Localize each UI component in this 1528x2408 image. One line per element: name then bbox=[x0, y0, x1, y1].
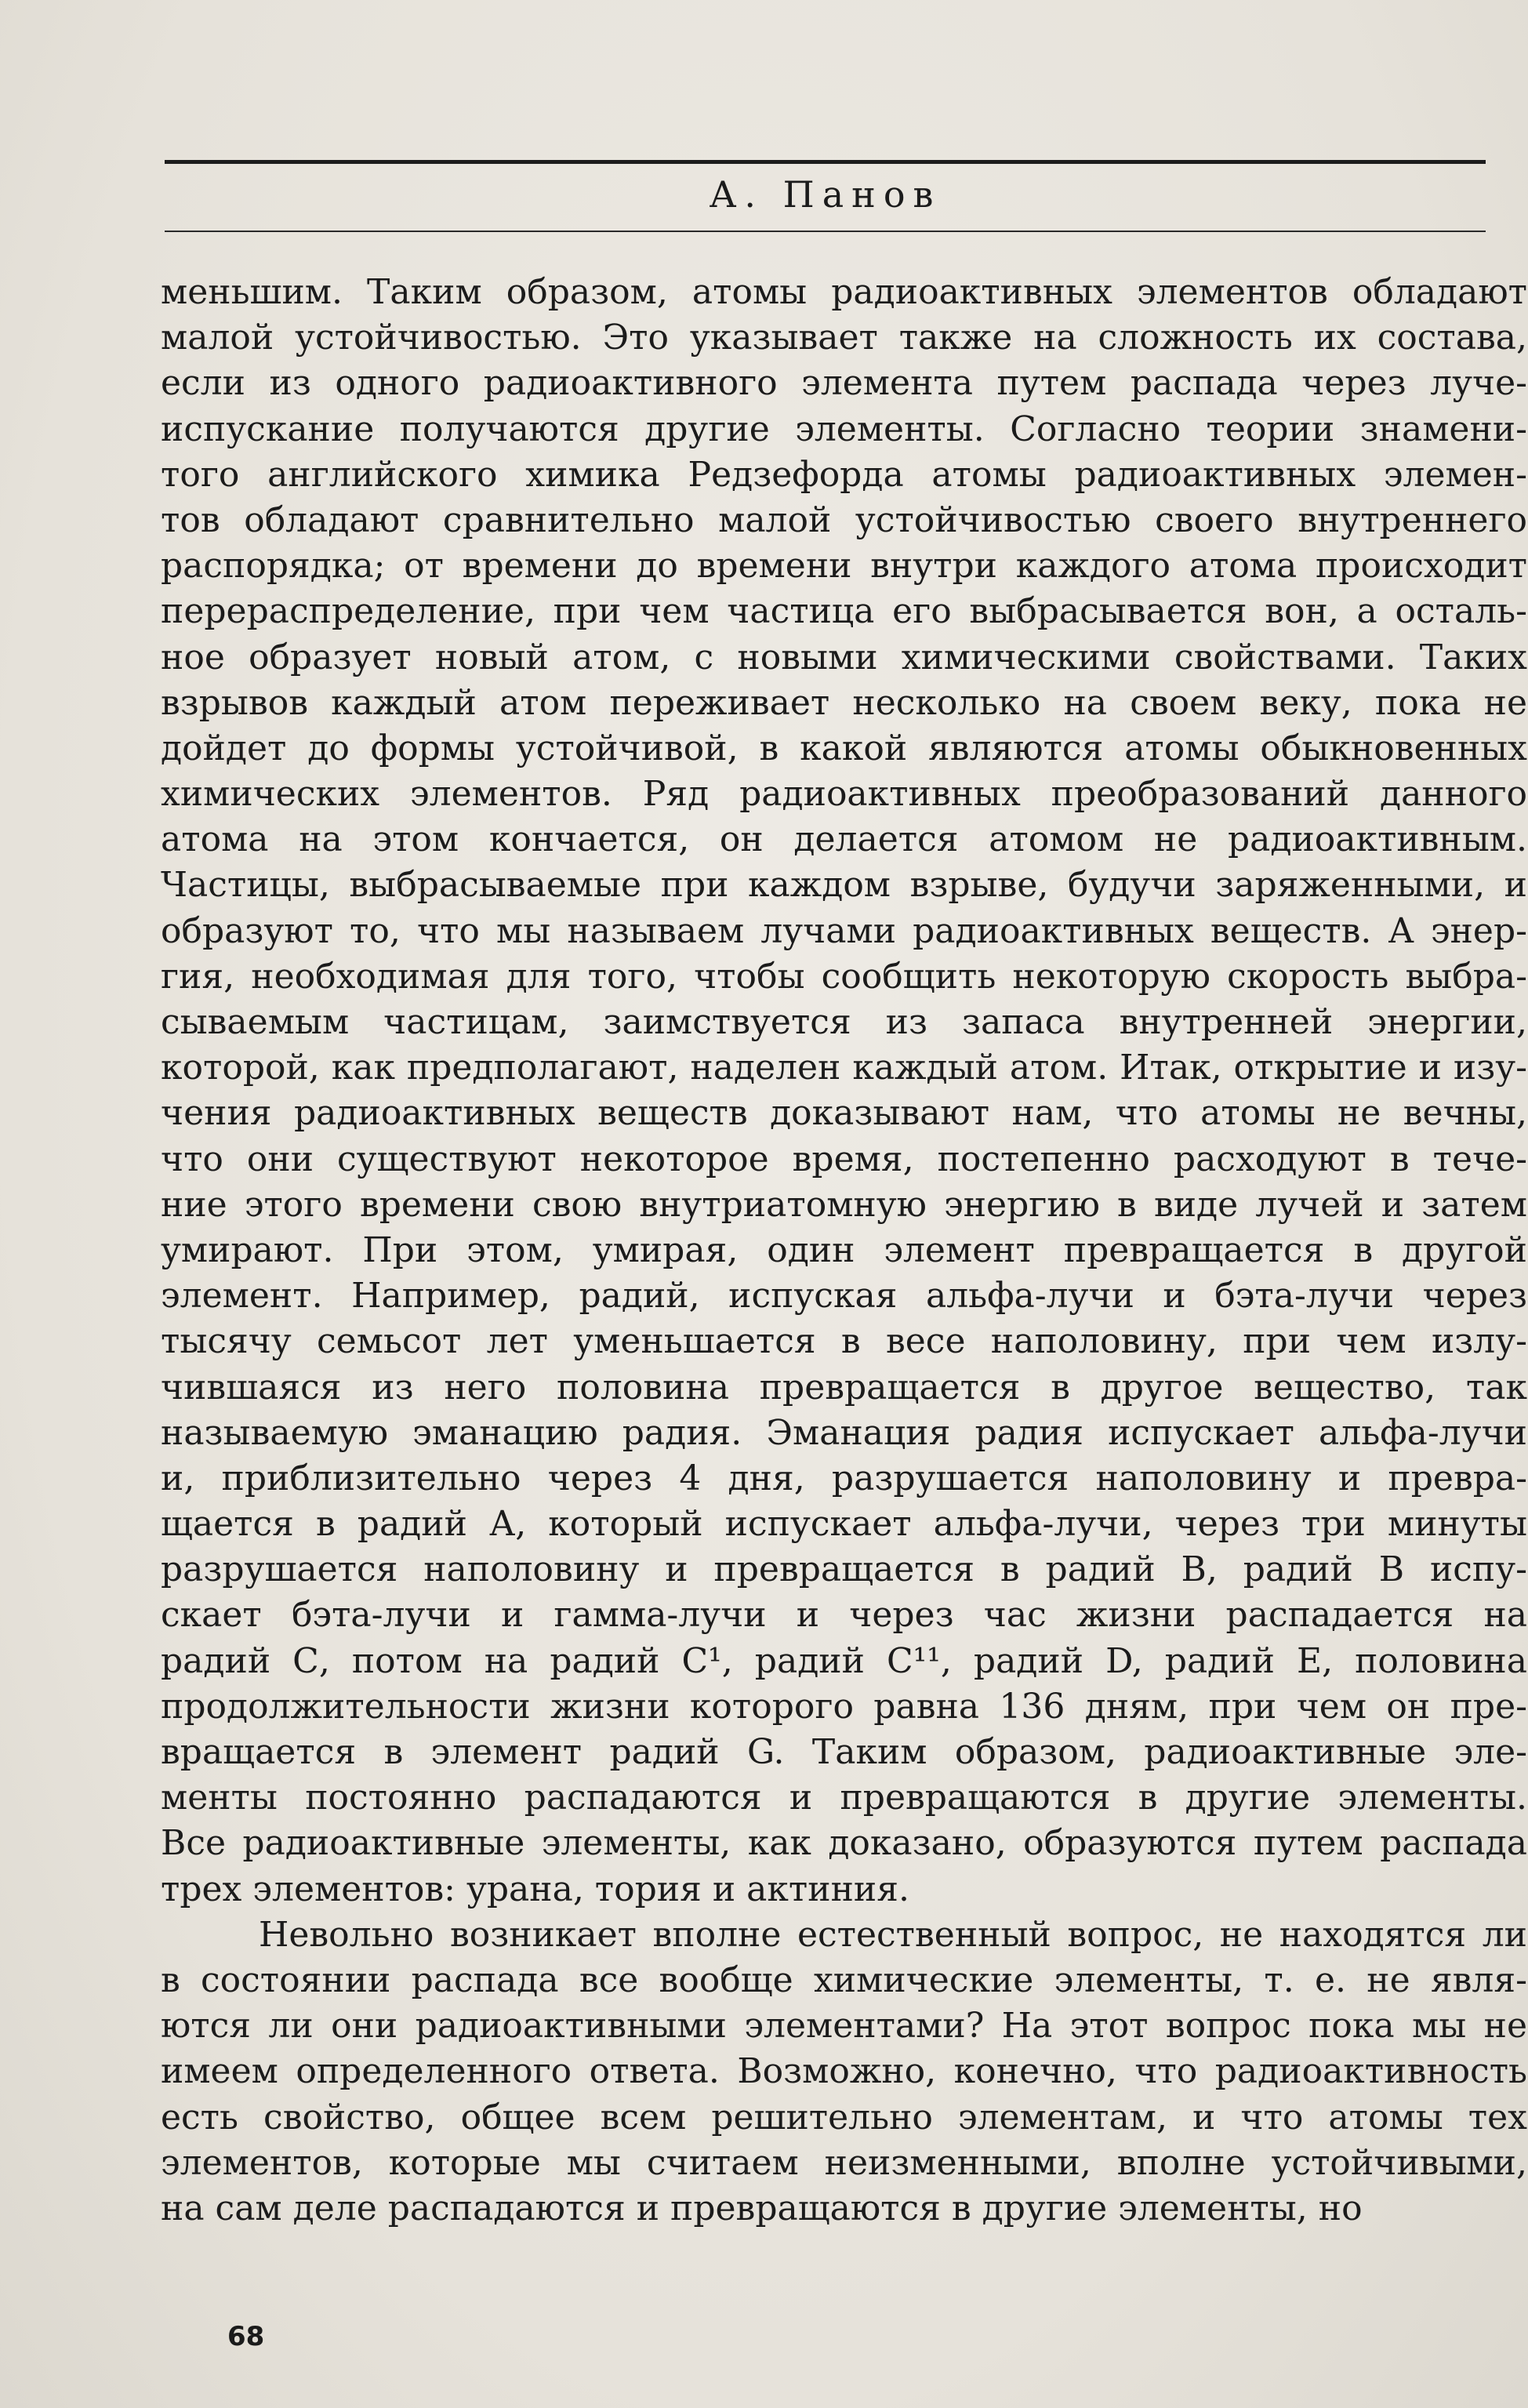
text-line: дойдет до формы устойчивой, в какой являются атомы обыкновенных bbox=[161, 728, 1527, 768]
text-line: ное образует новый атом, с новыми химическими свойствами. Таких bbox=[161, 637, 1527, 677]
text-line: образуют то, что мы называем лучами радиоактивных веществ. А энер- bbox=[161, 910, 1527, 951]
text-line: менты постоянно распадаются и превращаются в другие элементы. bbox=[161, 1778, 1527, 1818]
text-line: в состоянии распада все вообще химические элементы, т. е. не явля- bbox=[161, 1959, 1527, 2000]
text-line: элемент. Например, радий, испуская альфа-лучи и бэта-лучи через bbox=[161, 1276, 1527, 1317]
header-rule-bottom bbox=[165, 231, 1486, 232]
text-line: имеем определенного ответа. Возможно, конечно, что радиоактивность bbox=[161, 2051, 1527, 2092]
text-line: есть свойство, общее всем решительно элементам, и что атомы тех bbox=[161, 2097, 1527, 2137]
text-line: Частицы, выбрасываемые при каждом взрыве, будучи заряженными, и bbox=[161, 865, 1527, 906]
text-line: чившаяся из него половина превращается в другое вещество, так bbox=[161, 1367, 1527, 1407]
running-head-author: А. Панов bbox=[709, 173, 942, 216]
text-line: атома на этом кончается, он делается атомом не радиоактивным. bbox=[161, 819, 1527, 860]
text-line: химических элементов. Ряд радиоактивных преобразований данного bbox=[161, 774, 1527, 815]
text-line: радий С, потом на радий С¹, радий С¹¹, радий D, радий E, половина bbox=[161, 1640, 1527, 1681]
text-line: гия, необходимая для того, чтобы сообщить некоторую скорость выбра- bbox=[161, 956, 1527, 997]
text-line: вращается в элемент радий G. Таким образом, радиоактивные эле- bbox=[161, 1732, 1527, 1772]
text-line: что они существуют некоторое время, постепенно расходуют в тече- bbox=[161, 1139, 1527, 1179]
text-line: которой, как предполагают, наделен каждый атом. Итак, открытие и изу- bbox=[161, 1048, 1527, 1088]
paragraph-2 bbox=[161, 1912, 1527, 2232]
text-line: тысячу семьсот лет уменьшается в весе наполовину, при чем излу- bbox=[161, 1321, 1527, 1362]
text-line: и, приблизительно через 4 дня, разрушается наполовину и превра- bbox=[161, 1458, 1527, 1498]
page-number: 68 bbox=[227, 2321, 265, 2352]
text-line: Все радиоактивные элементы, как доказано, образуются путем распада bbox=[161, 1823, 1527, 1864]
text-line: умирают. При этом, умирая, один элемент превращается в другой bbox=[161, 1229, 1527, 1270]
text-line: перераспределение, при чем частица его выбрасывается вон, а осталь- bbox=[161, 591, 1527, 632]
text-line: ются ли они радиоактивными элементами? На этот вопрос пока мы не bbox=[161, 2006, 1527, 2047]
text-line: Невольно возникает вполне естественный вопрос, не находятся ли bbox=[259, 1914, 1527, 1955]
text-line: сываемым частицам, заимствуется из запаса внутренней энергии, bbox=[161, 1002, 1527, 1042]
text-line: тов обладают сравнительно малой устойчивостью своего внутреннего bbox=[161, 499, 1527, 540]
text-line: продолжительности жизни которого равна 136 дням, при чем он пре- bbox=[161, 1686, 1527, 1727]
text-line: щается в радий А, который испускает альфа-лучи, через три минуты bbox=[161, 1504, 1527, 1545]
text-line: ние этого времени свою внутриатомную энергию в виде лучей и затем bbox=[161, 1184, 1527, 1225]
text-line: на сам деле распадаются и превращаются в другие элементы, но bbox=[161, 2188, 1363, 2228]
header-rule-top bbox=[165, 160, 1486, 164]
text-line: испускание получаются другие элементы. Согласно теории знамени- bbox=[161, 409, 1527, 449]
text-line: называемую эманацию радия. Эманация радия испускает альфа-лучи bbox=[161, 1412, 1527, 1453]
text-line: трех элементов: урана, тория и актиния. bbox=[161, 1869, 909, 1909]
paragraph-1 bbox=[161, 270, 1527, 1912]
text-line: элементов, которые мы считаем неизменными, вполне устойчивыми, bbox=[161, 2142, 1527, 2183]
text-line: если из одного радиоактивного элемента путем распада через луче- bbox=[161, 363, 1527, 404]
text-line: скает бэта-лучи и гамма-лучи и через час жизни распадается на bbox=[161, 1595, 1527, 1636]
text-line: чения радиоактивных веществ доказывают нам, что атомы не вечны, bbox=[161, 1093, 1527, 1134]
text-line: разрушается наполовину и превращается в радий В, радий В испу- bbox=[161, 1549, 1527, 1590]
text-line: того английского химика Редзефорда атомы радиоактивных элемен- bbox=[161, 454, 1527, 495]
text-line: распорядка; от времени до времени внутри каждого атома происходит bbox=[161, 546, 1527, 587]
text-line: взрывов каждый атом переживает несколько на своем веку, пока не bbox=[161, 682, 1527, 723]
text-line: меньшим. Таким образом, атомы радиоактивных элементов обладают bbox=[161, 272, 1527, 312]
text-line: малой устойчивостью. Это указывает также на сложность их состава, bbox=[161, 318, 1527, 358]
body-text bbox=[161, 270, 1527, 2232]
